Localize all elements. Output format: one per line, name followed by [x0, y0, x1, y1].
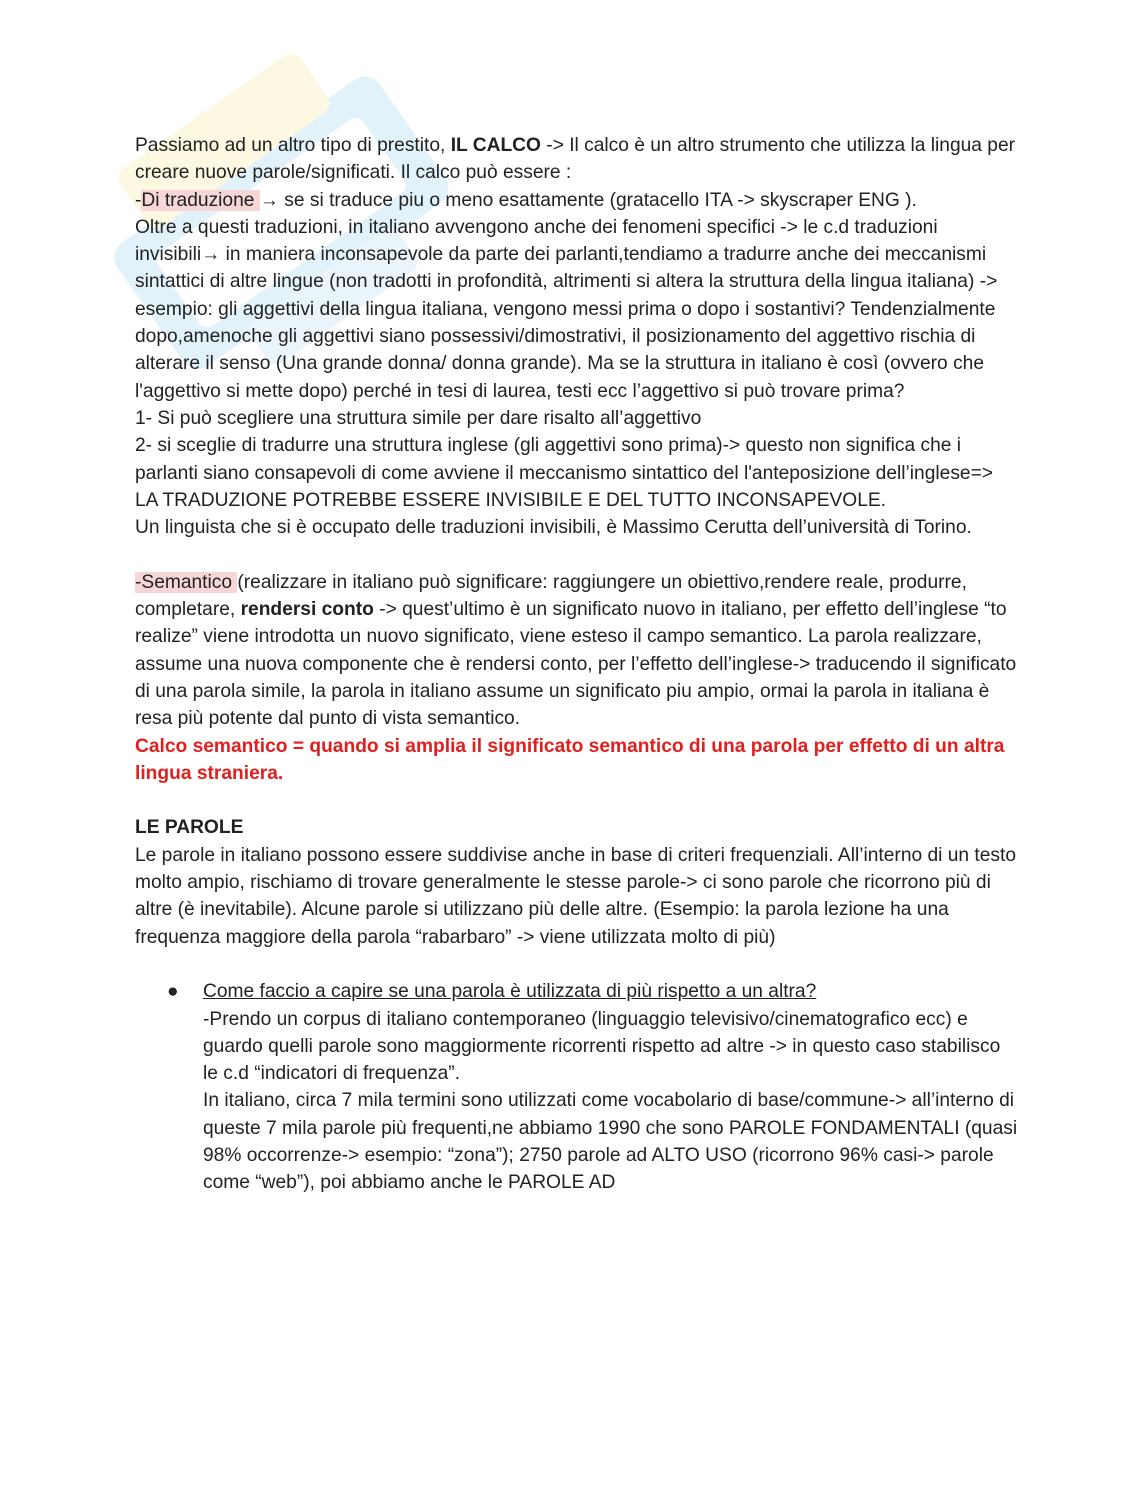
list-item-2: 2- si sceglie di tradurre una struttura inglese (gli aggettivi sono prima)-> questo non significa che i parlanti siano consapevoli di come avviene il meccanismo sintattico del l'anteposizione dell’inglese=> LA TRADUZIONE POTREBBE ESSERE INVISIBILE E DEL TUTTO INCONSAPEVOLE.	[135, 435, 993, 511]
paragraph-semantico: -Semantico (realizzare in italiano può significare: raggiungere un obiettivo,rendere reale, produrre, completare, rendersi conto -> quest’ultimo è un significato nuovo in italiano, per effetto dell’inglese “to realize” viene introdotta un nuovo significato, viene esteso il campo semantico. La parola realizzare, assume una nuova componente che è rendersi conto, per l’effetto dell’inglese-> traducendo il significato di una parola simile, la parola in italiano assume un significato piu ampio, ormai la parola in italiana è resa più potente dal punto di vista semantico.	[135, 571, 1017, 730]
paragraph-di-traduzione: -Di traduzione → se si traduce piu o meno esattamente (gratacello ITA -> skyscraper ENG ).	[135, 189, 917, 211]
paragraph-traduzioni-invisibili: Oltre a questi traduzioni, in italiano avvengono anche dei fenomeni specifici -> le c.d traduzioni invisibili→ in maniera inconsapevole da parte dei parlanti,tendiamo a tradurre anche dei meccanismi sintattici di altre lingue (non tradotti in profondità, altrimenti si altera la struttura della lingua italiana) -> esempio: gli aggettivi della lingua italiana, vengono messi prima o dopo i sostantivi? Tendenzialmente dopo,amenoche gli aggettivi siano possessivi/dimostrativi, il posizionamento del aggettivo rischia di alterare il senso (Una grande donna/ donna grande). Ma se la struttura in italiano è così (ovvero che l'aggettivo si mette dopo) perché in tesi di laurea, testi ecc l’aggettivo si può trovare prima?	[135, 216, 998, 402]
definition-calco-semantico: Calco semantico = quando si amplia il significato semantico di una parola per effetto di un altra lingua straniera.	[135, 735, 1005, 784]
term-il-calco: IL CALCO	[450, 135, 541, 156]
bullet-text-vocabolario: In italiano, circa 7 mila termini sono utilizzati come vocabolario di base/commune-> all’interno di queste 7 mila parole più frequenti,ne abbiamo 1990 che sono PAROLE FONDAMENTALI (quasi 98% occorrenze-> esempio: “zona”); 2750 parole ad ALTO USO (ricorrono 96% casi-> parole come “web”), poi abbiamo anche le PAROLE AD	[203, 1090, 1018, 1194]
highlight-semantico: -Semantico	[135, 571, 238, 593]
paragraph-linguista: Un linguista che si è occupato delle traduzioni invisibili, è Massimo Cerutta dell’università di Torino.	[135, 517, 972, 539]
paragraph-le-parole: Le parole in italiano possono essere suddivise anche in base di criteri frequenziali. All’interno di un testo molto ampio, rischiamo di trovare generalmente le stesse parole-> ci sono parole che ricorrono più di altre (è inevitabile). Alcune parole si utilizzano più delle altre. (Esempio: la parola lezione ha una frequenza maggiore della parola “rabarbaro” -> viene utilizzata molto di più)	[135, 844, 1017, 948]
bullet-text-corpus: -Prendo un corpus di italiano contemporaneo (linguaggio televisivo/cinematografico ecc) e guardo quelli parole sono maggiormente ricorrenti rispetto ad altre -> in questo caso stabilisco le c.d “indicatori di frequenza”.	[203, 1008, 1001, 1085]
bullet-question: Come faccio a capire se una parola è utilizzata di più rispetto a un altra?	[203, 981, 817, 1003]
section-heading: LE PAROLE	[135, 817, 244, 839]
list-item-1: 1- Si può scegliere una struttura simile per dare risalto all’aggettivo	[135, 407, 702, 429]
highlight-di-traduzione: Di traduzione	[141, 189, 260, 211]
document-page	[135, 132, 1020, 1197]
bullet-icon: ●	[167, 981, 179, 1003]
paragraph-intro: Passiamo ad un altro tipo di prestito, IL CALCO -> Il calco è un altro strumento che utilizza la lingua per creare nuove parole/significati. Il calco può essere :	[135, 135, 1016, 184]
bullet-list-item	[135, 978, 1020, 1196]
term-rendersi-conto: rendersi conto	[240, 599, 374, 621]
